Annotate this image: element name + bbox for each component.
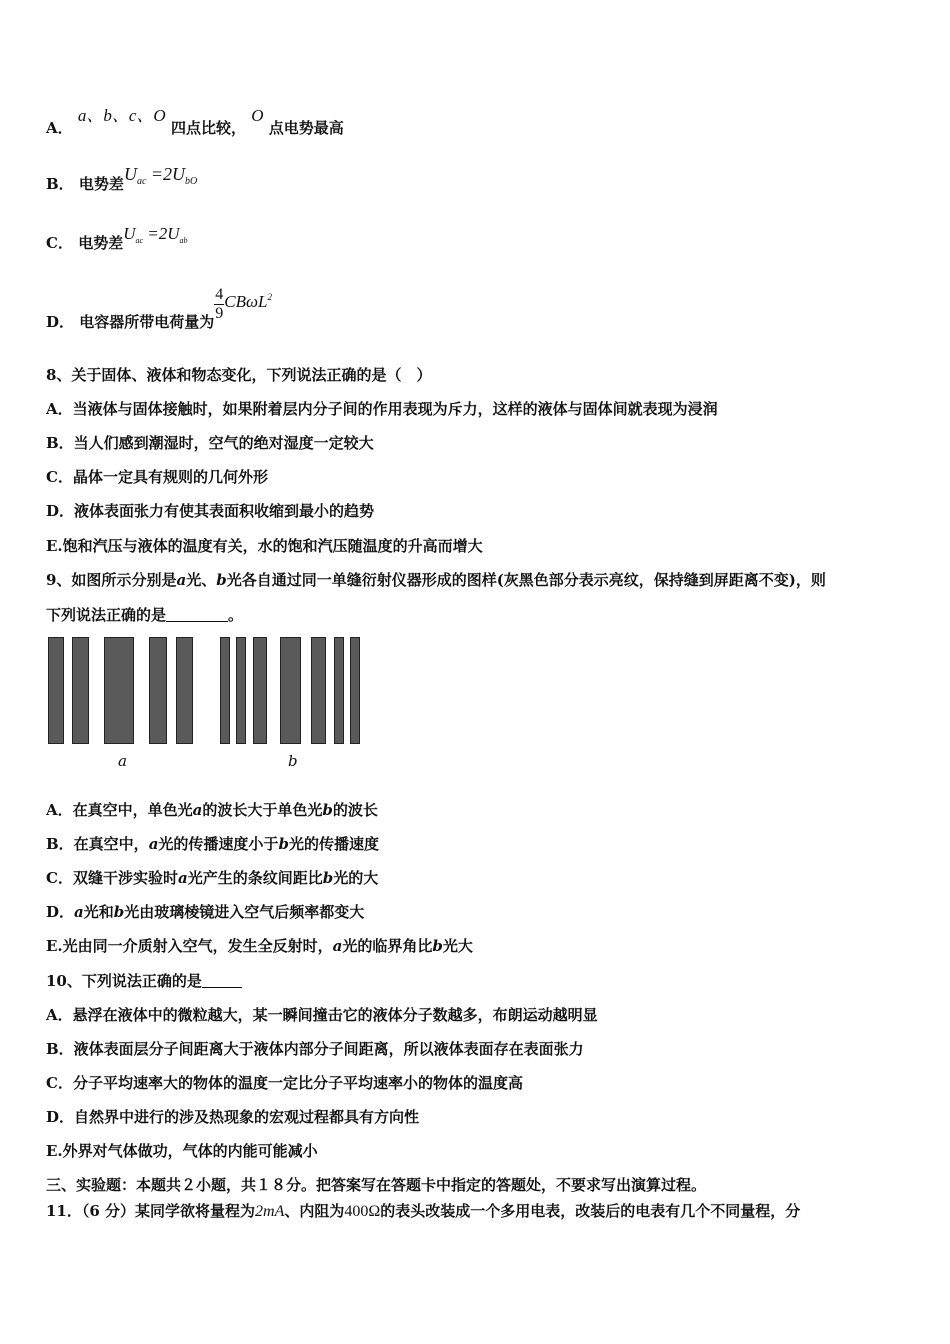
math-expression: O [251,106,264,125]
q10-option-e: E.外界对气体做功，气体的内能可能减小 [46,1142,318,1160]
q7-option-b: B． 电势差$U_{ac} =2U_{bO}$ [46,164,198,193]
stripe-b [236,637,246,744]
q8-option-d: D．液体表面张力有使其表面积收缩到最小的趋势 [46,502,375,520]
stripe-a [149,637,167,744]
stripe-b [334,637,344,744]
answer-blank [202,973,242,988]
stripe-a [104,637,134,744]
q8-option-a: A．当液体与固体接触时，如果附着层内分子间的作用表现为斥力，这样的液体与固体间就表现为浸润 [46,400,718,418]
q10-option-b: B．液体表面层分子间距离大于液体内部分子间距离，所以液体表面存在表面张力 [46,1040,584,1058]
q8-option-c: C．晶体一定具有规则的几何外形 [46,468,268,486]
stripe-b [350,637,360,744]
figure-label-a: a [118,752,127,770]
stripe-b [220,637,230,744]
stripe-a [72,637,89,744]
fraction: $\frac{4}{9}$ [215,286,224,322]
stripe-b [280,637,301,744]
math-expression: $U_{ac} =2U_{bO}$ [123,164,198,187]
q8-option-b: B．当人们感到潮湿时，空气的绝对湿度一定较大 [46,434,374,452]
q10-option-c: C．分子平均速率大的物体的温度一定比分子平均速率小的物体的温度高 [46,1074,523,1092]
q11-stem: 11．（6 分）某同学欲将量程为2mA、内阻为400Ω的表头改装成一个多用电表，改装后的电表有几个不同量程，分 [46,1202,801,1220]
q9-option-d: D．a光和b光由玻璃棱镜进入空气后频率都变大 [46,903,365,921]
math-expression: 2mA [255,1203,285,1220]
q10-option-d: D．自然界中进行的涉及热现象的宏观过程都具有方向性 [46,1108,420,1126]
stripe-a [48,637,64,744]
q7-option-c: C． 电势差$U_{ac} =2U_{ab}$ [46,224,188,252]
stripe-b [253,637,267,744]
q10-option-a: A．悬浮在液体中的微粒越大，某一瞬间撞击它的液体分子数越多，布朗运动越明显 [46,1006,598,1024]
q10-stem: 10、下列说法正确的是 [46,970,242,991]
q7-option-a: A． a、b、c、O 四点比较， O 点电势最高 [46,106,344,137]
q8-stem: 8、关于固体、液体和物态变化，下列说法正确的是（ ） [46,366,432,384]
stripe-b [311,637,326,744]
q9-option-b: B．在真空中，a光的传播速度小于b光的传播速度 [46,835,379,853]
q9-option-c: C．双缝干涉实验时a光产生的条纹间距比b光的大 [46,869,379,887]
stripe-a [176,637,193,744]
q9-option-a: A．在真空中，单色光a的波长大于单色光b的波长 [46,801,378,819]
q8-option-e: E.饱和汽压与液体的温度有关，水的饱和汽压随温度的升高而增大 [46,537,483,555]
q9-stem-line2: 下列说法正确的是 。 [46,606,244,624]
section-heading: 三、实验题：本题共２小题，共１８分。把答案写在答题卡中指定的答题处，不要求写出演算过程。 [46,1176,707,1194]
q9-option-e: E.光由同一介质射入空气，发生全反射时，a光的临界角比b光大 [46,937,473,955]
math-expression: a、b、c、O [77,106,166,125]
math-expression: 400Ω [344,1203,381,1220]
figure-label-b: b [288,752,298,770]
math-expression: $U_{ac} =2U_{ab}$ [123,224,188,245]
q9-stem-line1: 9、如图所示分别是a光、b光各自通过同一单缝衍射仪器形成的图样(灰黑色部分表示亮纹，保持缝到屏距离不变)，则 [46,571,826,589]
answer-blank [166,607,228,622]
q7-option-d: D． 电容器所带电荷量为 $\frac{4}{9}$ CBωL$^2$ [46,286,272,331]
math-expression: CBωL$^2$ [224,291,272,311]
